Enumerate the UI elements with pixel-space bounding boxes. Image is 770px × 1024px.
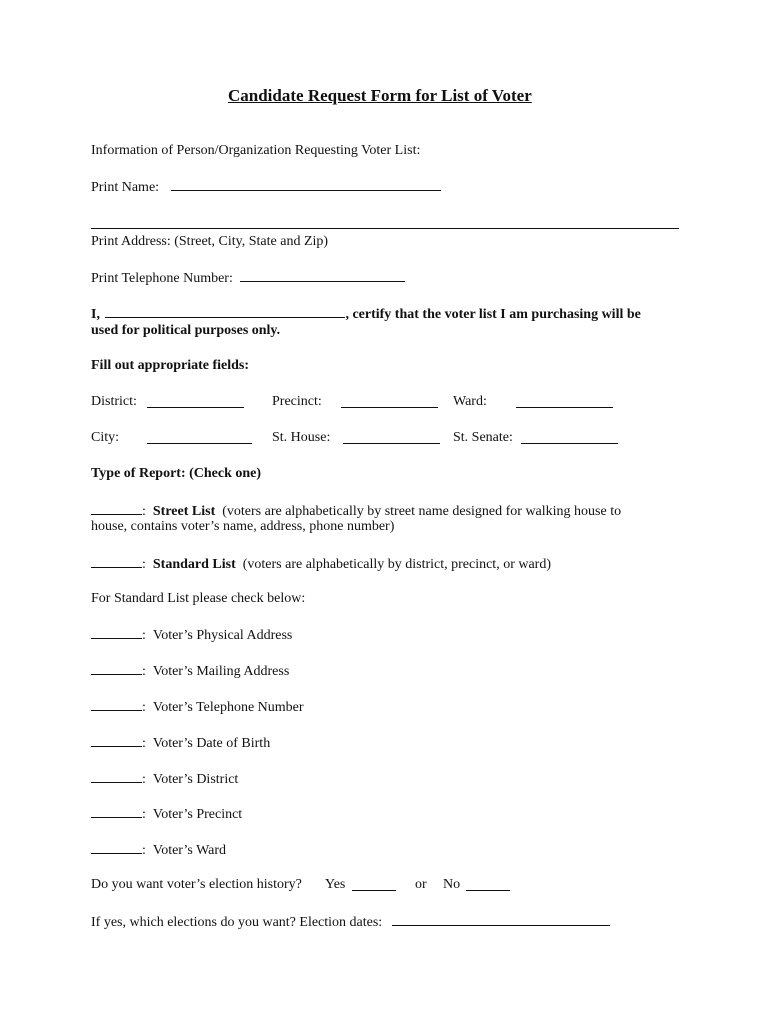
- print-telephone-row: [91, 268, 405, 287]
- election-dates-row: [91, 912, 610, 931]
- option-label: Voter’s Telephone Number: [152, 700, 304, 715]
- history-no-field[interactable]: [466, 890, 510, 891]
- history-yes-field[interactable]: [352, 890, 396, 891]
- city-field[interactable]: [147, 443, 252, 444]
- history-or-text: or: [415, 877, 427, 892]
- certify-suffix: , certify that the voter list I am purchasing will be: [345, 307, 641, 322]
- district-label: District:: [91, 394, 137, 409]
- certify-prefix: I,: [91, 307, 100, 322]
- certify-name-field[interactable]: [105, 304, 345, 318]
- option-label: Voter’s District: [152, 772, 239, 787]
- street-list-row: : Street List (voters are alphabetically by street name designed for walking house to: [91, 501, 621, 520]
- standard-check-heading: For Standard List please check below:: [91, 591, 306, 606]
- option-row: : Voter’s Ward: [91, 840, 226, 859]
- standard-list-checkbox[interactable]: [91, 554, 142, 568]
- standard-list-row: : Standard List (voters are alphabetically by district, precinct, or ward): [91, 554, 551, 573]
- ward-checkbox[interactable]: [91, 840, 142, 854]
- precinct-label: Precinct:: [272, 394, 322, 409]
- intro-text: Information of Person/Organization Requesting Voter List:: [91, 143, 421, 158]
- date-of-birth-checkbox[interactable]: [91, 733, 142, 747]
- history-question: Do you want voter’s election history?: [91, 877, 302, 892]
- print-name-row: [91, 177, 441, 196]
- option-label: Voter’s Precinct: [152, 807, 243, 822]
- option-label: Voter’s Physical Address: [152, 628, 293, 643]
- precinct-checkbox[interactable]: [91, 804, 142, 818]
- st-house-field[interactable]: [343, 443, 440, 444]
- ward-label: Ward:: [453, 394, 487, 409]
- district-checkbox[interactable]: [91, 769, 142, 783]
- certify-line-2: used for political purposes only.: [91, 323, 281, 338]
- standard-list-desc: (voters are alphabetically by district, precinct, or ward): [242, 557, 552, 572]
- district-field[interactable]: [147, 407, 244, 408]
- street-list-checkbox[interactable]: [91, 501, 142, 515]
- report-type-heading: Type of Report: (Check one): [91, 466, 262, 481]
- st-senate-field[interactable]: [521, 443, 618, 444]
- physical-address-checkbox[interactable]: [91, 625, 142, 639]
- street-list-desc: (voters are alphabetically by street name designed for walking house to: [222, 504, 622, 519]
- history-yes-label: Yes: [325, 877, 346, 892]
- precinct-field[interactable]: [341, 407, 438, 408]
- st-house-label: St. House:: [272, 430, 331, 445]
- option-label: Voter’s Mailing Address: [152, 664, 290, 679]
- option-row: : Voter’s District: [91, 769, 238, 788]
- street-list-label: Street List: [152, 504, 216, 519]
- mailing-address-checkbox[interactable]: [91, 661, 142, 675]
- print-telephone-field[interactable]: [240, 268, 405, 282]
- election-dates-field[interactable]: [392, 912, 610, 926]
- option-label: Voter’s Date of Birth: [152, 736, 271, 751]
- ward-field[interactable]: [516, 407, 613, 408]
- option-row: : Voter’s Precinct: [91, 804, 242, 823]
- st-senate-label: St. Senate:: [453, 430, 513, 445]
- option-row: : Voter’s Physical Address: [91, 625, 292, 644]
- election-dates-label: If yes, which elections do you want? Election dates:: [91, 915, 383, 930]
- telephone-number-checkbox[interactable]: [91, 697, 142, 711]
- fill-fields-heading: Fill out appropriate fields:: [91, 358, 250, 373]
- form-title: Candidate Request Form for List of Voter: [228, 86, 532, 105]
- standard-list-label: Standard List: [152, 557, 236, 572]
- print-telephone-label: Print Telephone Number:: [91, 271, 233, 286]
- street-list-desc-2: house, contains voter’s name, address, phone number): [91, 519, 395, 534]
- city-label: City:: [91, 430, 120, 445]
- history-no-label: No: [443, 877, 461, 892]
- option-row: : Voter’s Telephone Number: [91, 697, 304, 716]
- option-row: : Voter’s Mailing Address: [91, 661, 289, 680]
- print-name-field[interactable]: [171, 177, 441, 191]
- certify-line-1: [91, 304, 641, 323]
- option-label: Voter’s Ward: [152, 843, 227, 858]
- print-address-field[interactable]: [91, 228, 679, 229]
- print-name-label: Print Name:: [91, 180, 160, 195]
- print-address-label: Print Address: (Street, City, State and Zip): [91, 234, 329, 249]
- option-row: : Voter’s Date of Birth: [91, 733, 270, 752]
